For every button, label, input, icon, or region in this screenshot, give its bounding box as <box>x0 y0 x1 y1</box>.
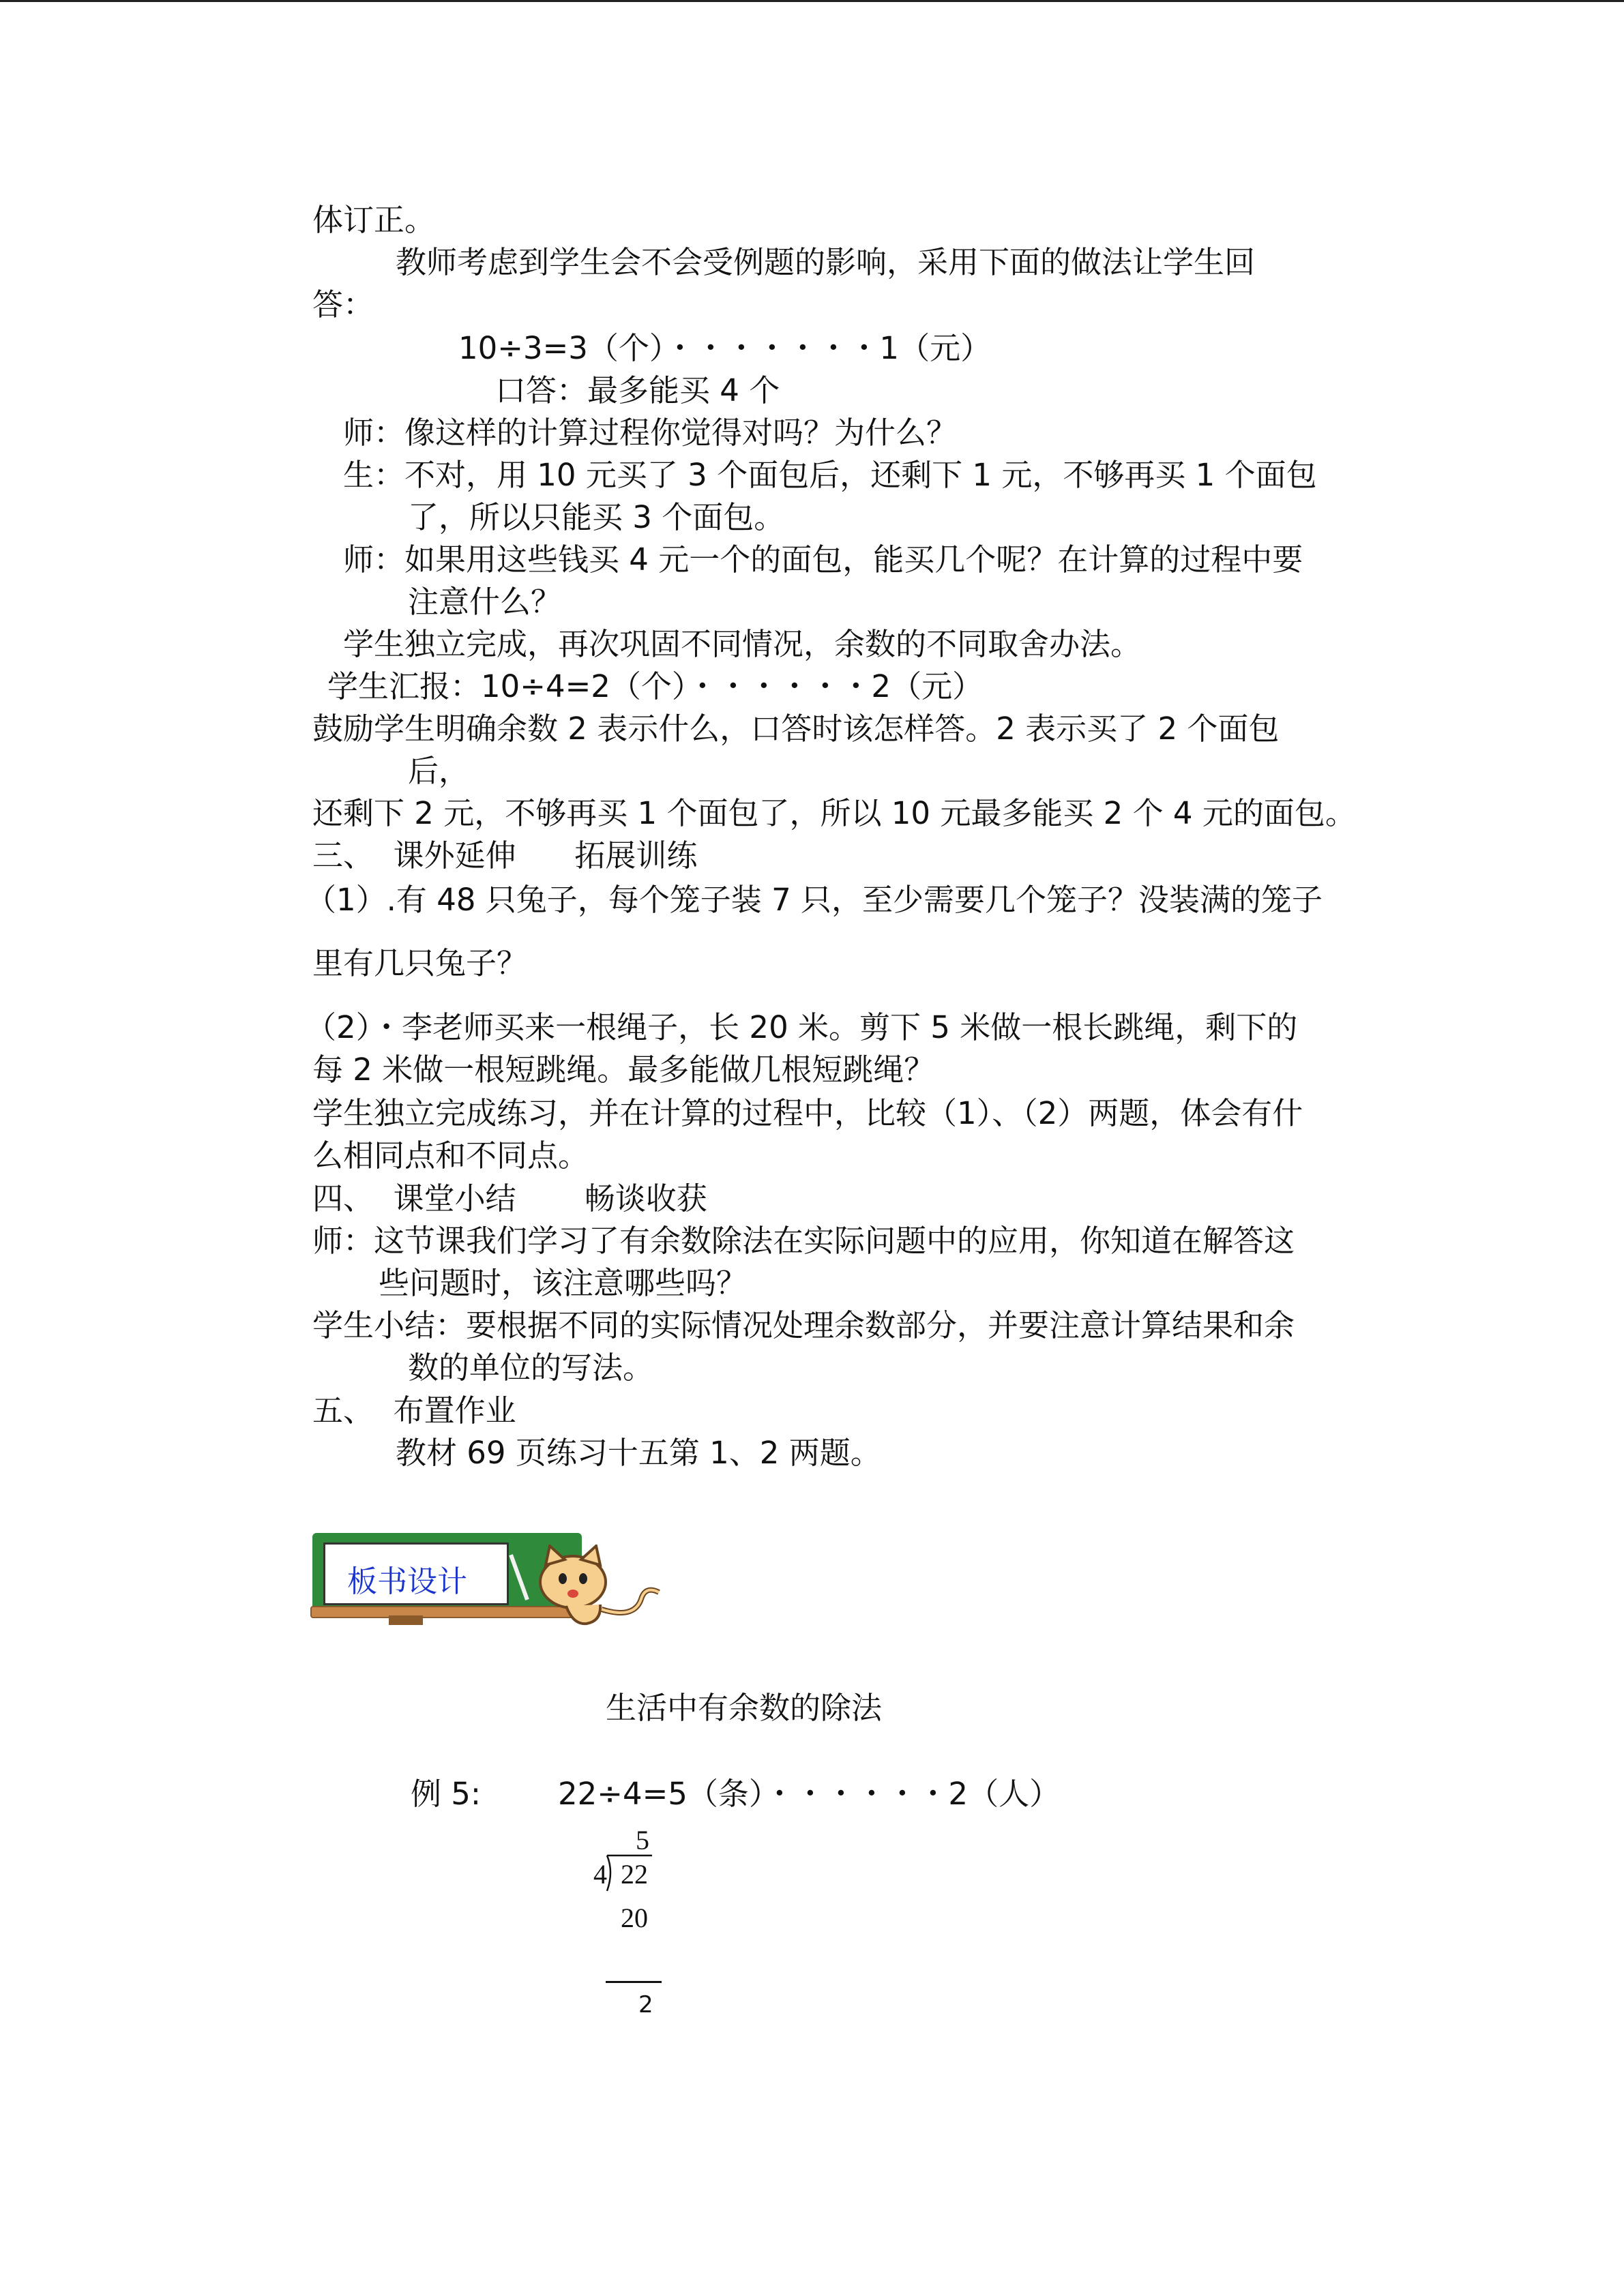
dialogue-line: 了，所以只能买 3 个面包。 <box>408 499 785 535</box>
dialogue-line: 注意什么？ <box>408 584 562 620</box>
exercise-line: 里有几只兔子？ <box>312 945 528 981</box>
division-rule <box>606 1981 662 1983</box>
text-line: 口答：最多能买 4 个 <box>495 372 780 408</box>
text-line: 鼓励学生明确余数 2 表示什么，口答时该怎样答。2 表示买了 2 个面包 <box>312 711 1280 747</box>
division-quotient: 5 <box>636 1825 649 1855</box>
text-line: 后， <box>408 753 470 789</box>
text-line: 教材 69 页练习十五第 1、2 两题。 <box>396 1435 881 1471</box>
board-label: 板书设计 <box>347 1564 467 1599</box>
board-title: 生活中有余数的除法 <box>606 1690 883 1726</box>
exercise-line: 每 2 米做一根短跳绳。最多能做几根短跳绳？ <box>312 1052 935 1088</box>
exercise-line: （2）・李老师买来一根绳子，长 20 米。剪下 5 米做一根长跳绳，剩下的 <box>306 1009 1298 1045</box>
dialogue-line: 师：如果用这些钱买 4 元一个的面包，能买几个呢？在计算的过程中要 <box>343 541 1303 578</box>
dialogue-line: 师：像这样的计算过程你觉得对吗？为什么？ <box>343 415 958 451</box>
division-dividend: 22 <box>621 1859 648 1890</box>
text-line: 体订正。 <box>312 202 436 238</box>
dialogue-line: 师：这节课我们学习了有余数除法在实际问题中的应用，你知道在解答这 <box>312 1223 1295 1259</box>
text-line: 么相同点和不同点。 <box>312 1137 589 1174</box>
dialogue-line: 生：不对，用 10 元买了 3 个面包后，还剩下 1 元，不够再买 1 个面包 <box>343 457 1317 493</box>
section-heading: 四、 课堂小结 畅谈收获 <box>312 1180 707 1217</box>
board-sign <box>323 1542 509 1605</box>
text-line: 学生独立完成练习，并在计算的过程中，比较（1）、（2）两题，体会有什 <box>312 1095 1303 1131</box>
text-line: 还剩下 2 元，不够再买 1 个面包了，所以 10 元最多能买 2 个 4 元的面包。 <box>312 795 1356 831</box>
text-line: 教师考虑到学生会不会受例题的影响，采用下面的做法让学生回 <box>396 244 1256 280</box>
text-line: 学生独立完成，再次巩固不同情况，余数的不同取舍办法。 <box>343 626 1142 662</box>
exercise-line: （1）.有 48 只兔子，每个笼子装 7 只，至少需要几个笼子？没装满的笼子 <box>306 882 1323 918</box>
division-divisor: 4 <box>593 1859 607 1890</box>
equation-line: 10÷3=3（个）・・・・・・・1（元） <box>458 330 992 366</box>
example-label: 例 5: <box>411 1776 482 1812</box>
cat-teacher-icon <box>525 1545 668 1626</box>
text-line: 答： <box>312 286 374 323</box>
example-equation: 22÷4=5（条）・・・・・・2（人） <box>558 1776 1061 1812</box>
board-stand <box>389 1615 423 1625</box>
section-heading: 五、 布置作业 <box>312 1392 516 1429</box>
text-line: 数的单位的写法。 <box>408 1350 654 1386</box>
section-heading: 三、 课外延伸 拓展训练 <box>312 837 698 874</box>
equation-line: 学生汇报：10÷4=2（个）・・・・・・2（元） <box>327 668 984 704</box>
division-product: 20 <box>621 1903 648 1933</box>
text-line: 学生小结：要根据不同的实际情况处理余数部分，并要注意计算结果和余 <box>312 1307 1295 1343</box>
dialogue-line: 些问题时，该注意哪些吗？ <box>379 1265 748 1301</box>
division-remainder: 2 <box>638 1991 653 2018</box>
